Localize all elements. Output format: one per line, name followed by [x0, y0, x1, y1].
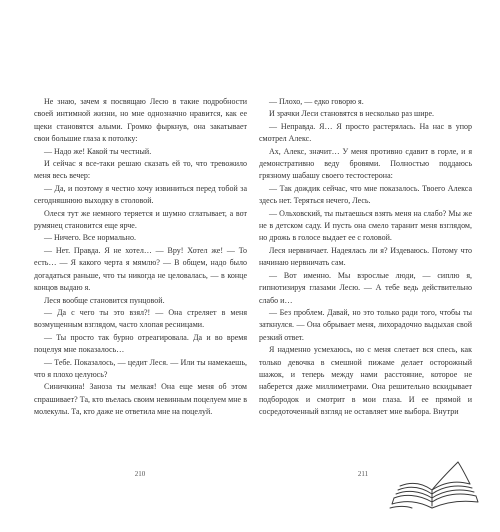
- left-paragraph: Леся вообще становится пунцовой.: [44, 295, 165, 305]
- right-paragraph: Ах, Алекс, значит… У меня противно сдавит в горле, и я демонстративно веду бровями. Полностью поддаюсь грязному шабашу своего тестостерона:: [259, 146, 472, 181]
- right-paragraph: — Вот именно. Мы взрослые люди, — сиплю я, гипнотизируя глазами Лесю. — А тебе ведь действительно слабо и…: [259, 270, 472, 305]
- left-paragraph: — Ты просто так бурно отреагировала. Да и во время поцелуя мне показалось…: [34, 332, 247, 355]
- right-paragraph: — Неправда. Я… Я просто растерялась. На нас в упор смотрел Алекс.: [259, 121, 472, 144]
- left-paragraph: Олеся тут же немного теряется и шумно сглатывает, а вот румянец становится еще ярче.: [34, 208, 247, 231]
- left-page-text: [34, 96, 247, 419]
- right-paragraph: — Ольховский, ты пытаешься взять меня на слабо? Мы же не в детском саду. И пусть она смело таранит меня взглядом, но дрожь в голосе выдает ее с головой.: [259, 208, 472, 243]
- left-paragraph: — Да, и поэтому я честно хочу извиниться перед тобой за сегодняшнюю выходку в столовой.: [34, 183, 247, 206]
- open-book-doodle-icon: [388, 446, 484, 516]
- right-paragraph: И зрачки Леси становятся в несколько раз шире.: [269, 109, 435, 119]
- right-paragraph: — Плохо, — едко говорю я.: [269, 97, 364, 106]
- right-page-text: [259, 96, 472, 419]
- left-paragraph: — Надо же! Какой ты честный.: [44, 146, 152, 156]
- left-paragraph: Синичкина! Заноза ты мелкая! Она еще меня об этом спрашивает? Та, кто въелась своим невинным поцелуем мне в молекулы. Та, кто даже не ответила мне на поцелуй.: [34, 382, 247, 417]
- left-paragraph: — Да с чего ты это взял?! — Она стреляет в меня возмущенным взглядом, часто хлопая ресницами.: [34, 307, 247, 330]
- right-paragraph: Я надменно усмехаюсь, но с меня слетает вся спесь, как только девочка в смешной пижаме делает осторожный шажок, и теперь между нами расстояние, которое не наберется даже миллиметрами. Она решительно вскидывает подбородок и смотрит в мои глаза. И ее прямой и сосредоточенный взгляд не оставляет мне выбора. Внутри: [259, 345, 472, 417]
- right-paragraph: — Так дождик сейчас, что мне показалось. Твоего Алекса здесь нет. Теряться нечего, Лесь.: [259, 183, 472, 206]
- left-paragraph: — Ничего. Все нормально.: [44, 233, 136, 243]
- left-paragraph: — Нет. Правда. Я не хотел… — Вру! Хотел же! — То есть… — Я какого черта я мямлю? — В общем, надо было догадаться раньше, что ты никогда не целовалась, — в конце концов выдаю я.: [34, 245, 247, 293]
- left-paragraph: И сейчас я все-таки решаю сказать ей то, что тревожило меня весь вечер:: [34, 159, 247, 181]
- right-paragraph: — Без проблем. Давай, но это только ради того, чтобы ты заткнулся. — Она обрывает меня, лихорадочно выдыхая свой резкий ответ.: [259, 307, 472, 342]
- page-number-left: 210: [134, 470, 146, 478]
- right-paragraph: Леся нервничает. Надеялась ли я? Издеваюсь. Потому что начинаю нервничать сам.: [259, 245, 472, 268]
- left-paragraph: — Тебе. Показалось, — цедит Леся. — Или ты намекаешь, что я плохо целуюсь?: [34, 357, 247, 379]
- left-paragraph: Не знаю, зачем я посвящаю Лесю в такие подробности своей интимной жизни, но мне однозначно нравится, как ее щеки становятся алыми. Громко фыркнув, она закатывает свои большие глаза к потолку:: [34, 97, 247, 144]
- page-number-right: 211: [357, 470, 369, 478]
